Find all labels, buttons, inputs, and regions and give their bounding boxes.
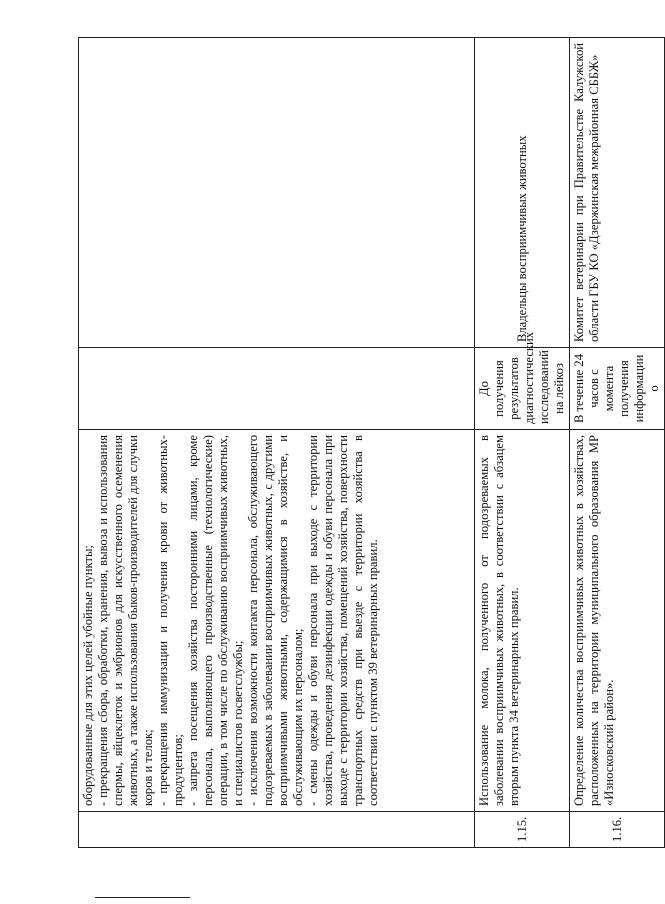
footnote-rule — [95, 897, 190, 898]
responsible-cell — [79, 38, 475, 348]
deadline-cell — [79, 348, 475, 430]
measure-line: Использование молока, полученного от подозреваемых в заболевании восприимчивых животных, в соответствии с абзацем вторым пункта 34 ветеринарных правил. — [477, 435, 521, 806]
measure-cell — [79, 430, 475, 812]
row-number: 1.15. — [475, 812, 570, 848]
measure-line: Определение количества восприимчивых животных в хозяйствах, расположенных на территории муниципального образования МР «Износковский район». — [572, 435, 616, 806]
row-number: 1.16. — [570, 812, 665, 848]
deadline-cell: В течение 24 часов с момента получения информации о — [570, 348, 665, 430]
responsible-cell: Владельцы восприимчивых животных — [475, 38, 570, 348]
responsible-cell: Комитет ветеринарии при Правительстве Калужской области ГБУ КО «Дзержинская межрайонная СББЖ» — [570, 38, 665, 348]
table-row — [475, 38, 570, 848]
measure-line: - прекращения иммунизации и получения крови от животных-продуцентов; — [156, 435, 185, 806]
measure-cell — [570, 430, 665, 812]
rotated-table-wrapper — [78, 38, 661, 848]
measure-line: оборудованные для этих целей убойные пункты; — [81, 545, 95, 806]
measure-line: - смены одежды и обуви персонала при выходе с территории хозяйства, проведения дезинфекции одежды и обуви персонала при выходе с территории хозяйства, помещений хозяйства, поверхности транспортных средств при выезде с территории хозяйства в соответствии с пунктом 39 ветеринарных правил. — [306, 435, 380, 806]
row-number — [79, 812, 475, 848]
measures-table — [78, 37, 665, 848]
measure-line: - исключения возможности контакта персонала, обслуживающего подозреваемых в заболевании восприимчивых животных, с другими восприимчивыми животными, содержащимися в хозяйстве, и обслуживающим их персоналом; — [246, 435, 305, 806]
measure-line: - прекращения сбора, обработки, хранения, вывоза и использования спермы, яйцеклеток и эмбрионов для искусственного осеменения животных, а также использования быков-производителей для случки коров и телок; — [96, 435, 155, 806]
table-row — [79, 38, 475, 848]
deadline-cell: До получения результатов диагностических исследований на лейкоз — [475, 348, 570, 430]
measure-cell — [475, 430, 570, 812]
table-row — [570, 38, 665, 848]
measure-line: - запрета посещения хозяйства посторонними лицами, кроме персонала, выполняющего производственные (технологические) операции, в том числе по обслуживанию восприимчивых животных, и специалистов госветслужбы; — [186, 435, 245, 806]
